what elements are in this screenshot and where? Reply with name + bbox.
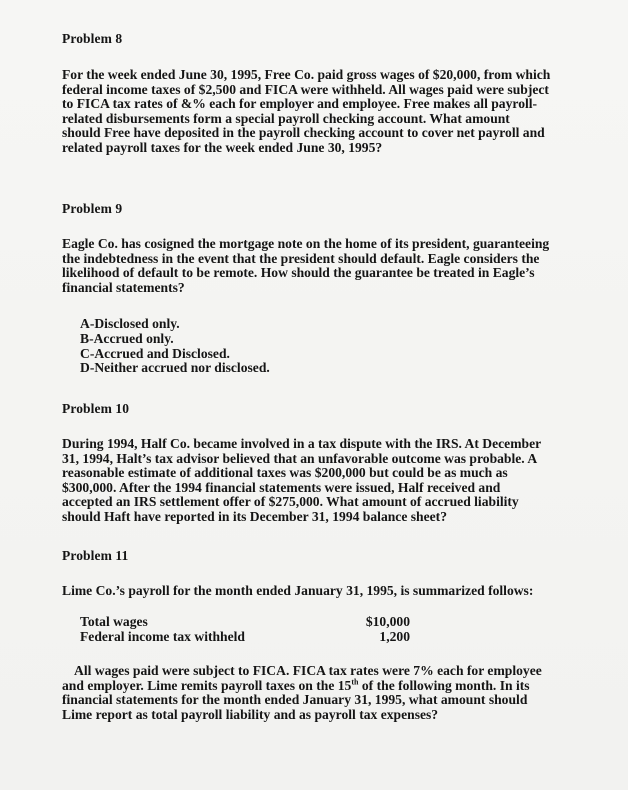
problem-9-options xyxy=(80,317,270,376)
problem-9-line: financial statements? xyxy=(62,279,185,295)
problem-11-line xyxy=(62,693,602,708)
problem-10-line: 31, 1994, Halt’s tax advisor believed that an unfavorable outcome was probable. A xyxy=(62,450,538,466)
problem-11-text xyxy=(62,664,602,722)
payroll-summary-table xyxy=(80,614,410,644)
problem-10-line: During 1994, Half Co. became involved in a tax dispute with the IRS. At December xyxy=(62,436,542,451)
problem-11-intro xyxy=(62,584,602,599)
problem-11-intro-line: Lime Co.’s payroll for the month ended January 31, 1995, is summarized follows: xyxy=(62,583,534,598)
problem-8-line: to FICA tax rates of &% each for employer and employee. Free makes all payroll- xyxy=(62,96,538,112)
problem-8-line: related payroll taxes for the week ended June 30, 1995? xyxy=(62,139,383,155)
line-text: financial statements for the month ended January 31, 1995, what amount should xyxy=(62,692,528,708)
line-text: of the following month. In its xyxy=(358,677,530,693)
table-row xyxy=(80,629,410,644)
problem-8-line: should Free have deposited in the payroll checking account to cover net payroll and xyxy=(62,125,545,141)
problem-10-line: should Haft have reported in its December 31, 1994 balance sheet? xyxy=(62,508,448,524)
problem-11-line xyxy=(62,708,602,723)
problem-11-title: Problem 11 xyxy=(62,548,129,563)
problem-10-line: $300,000. After the 1994 financial statements were issued, Half received and xyxy=(62,479,501,495)
row-label: Total wages xyxy=(80,614,148,629)
problem-10-text xyxy=(62,437,602,525)
row-value: 1,200 xyxy=(379,629,410,644)
line-text: and employer. Lime remits payroll taxes on the 15 xyxy=(62,677,352,693)
problem-9-line: Eagle Co. has cosigned the mortgage note on the home of its president, guaranteeing xyxy=(62,236,550,251)
problem-9-line: the indebtedness in the event that the president should default. Eagle considers the xyxy=(62,250,540,266)
option-b: B-Accrued only. xyxy=(80,330,174,346)
ordinal-suffix: th xyxy=(351,677,359,687)
row-label: Federal income tax withheld xyxy=(80,629,245,644)
problem-11-line xyxy=(62,664,602,679)
row-value: $10,000 xyxy=(365,614,410,629)
problem-8-text xyxy=(62,68,602,156)
line-text: Lime report as total payroll liability and as payroll tax expenses? xyxy=(62,706,439,722)
option-a: A-Disclosed only. xyxy=(80,316,180,331)
problem-10-line: reasonable estimate of additional taxes was $200,000 but could be as much as xyxy=(62,465,508,481)
problem-11-line xyxy=(62,679,602,694)
problem-9-title: Problem 9 xyxy=(62,201,123,216)
problem-8-line: related disbursements form a special payroll checking account. What amount xyxy=(62,110,510,126)
problem-9-text xyxy=(62,237,602,295)
option-d: D-Neither accrued nor disclosed. xyxy=(80,360,270,376)
problem-8-title: Problem 8 xyxy=(62,31,123,46)
problem-10-title: Problem 10 xyxy=(62,401,130,416)
table-row xyxy=(80,614,410,629)
option-c: C-Accrued and Disclosed. xyxy=(80,345,230,361)
problem-8-line: For the week ended June 30, 1995, Free Co. paid gross wages of $20,000, from which xyxy=(62,67,551,82)
problem-10-line: accepted an IRS settlement offer of $275,000. What amount of accrued liability xyxy=(62,494,519,510)
problem-8-line: federal income taxes of $2,500 and FICA were withheld. All wages paid were subject xyxy=(62,81,549,97)
line-text: All wages paid were subject to FICA. FICA tax rates were 7% each for employee xyxy=(74,663,542,678)
problem-9-line: likelihood of default to be remote. How should the guarantee be treated in Eagle’s xyxy=(62,265,535,281)
